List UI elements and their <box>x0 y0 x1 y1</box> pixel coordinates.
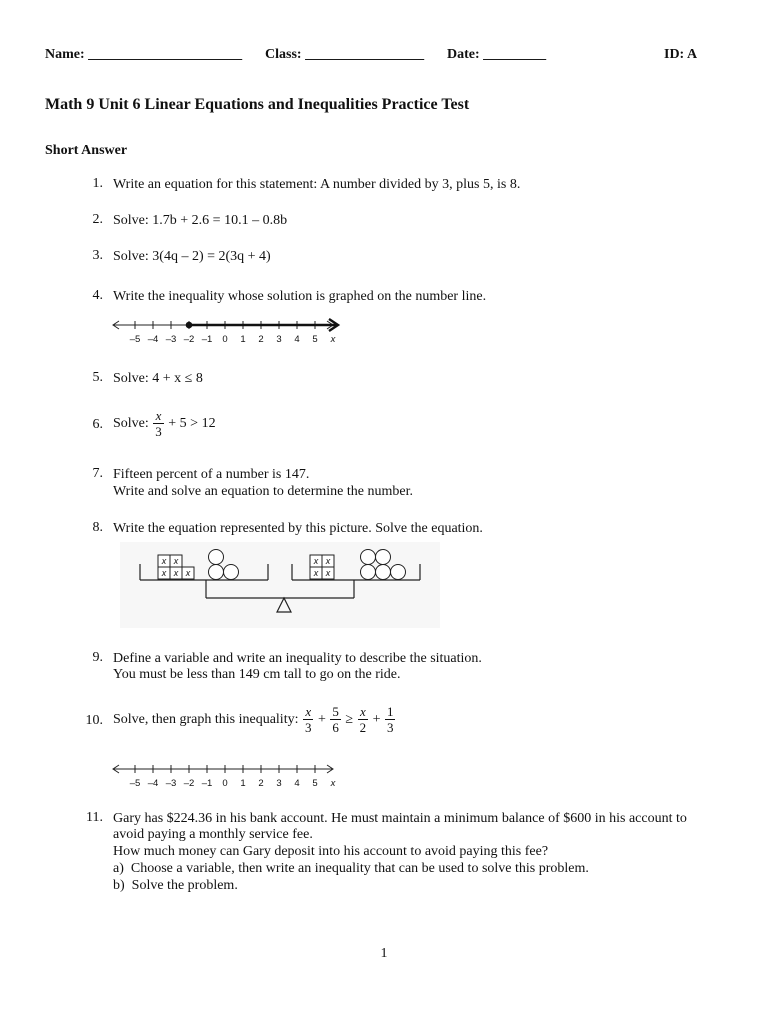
q9-number: 9. <box>92 650 103 665</box>
tick-label: 5 <box>312 334 318 345</box>
q11-line1: Gary has $224.36 in his bank account. He must maintain a minimum balance of $600 in his account to <box>113 811 687 826</box>
q8-text: Write the equation represented by this picture. Solve the equation. <box>113 521 483 536</box>
q10-fraction-4: $\frac{1}{3}$ <box>386 704 394 736</box>
q11-line3: How much money can Gary deposit into his account to avoid paying this fee? <box>113 844 549 859</box>
x-tile-label: x <box>161 568 167 578</box>
tick-label: –2 <box>183 334 195 345</box>
unit-circle <box>361 565 376 580</box>
date-label: Date: <box>447 47 480 62</box>
tick-label: –1 <box>201 778 213 789</box>
tick-label: –4 <box>147 334 159 345</box>
tick-label: 5 <box>312 778 318 789</box>
unit-circle <box>391 565 406 580</box>
section-heading: Short Answer <box>45 143 128 158</box>
tick-label: –3 <box>165 334 177 345</box>
q6-fraction: $\frac{x}{3}$ <box>155 408 162 440</box>
name-field <box>45 47 242 63</box>
q11-b-label: b) <box>113 878 125 893</box>
name-label: Name: <box>45 47 85 62</box>
unit-circle <box>224 565 239 580</box>
q9-line2: You must be less than 149 cm tall to go on the ride. <box>113 667 401 682</box>
q4-number-line <box>105 313 355 347</box>
q1-text: Write an equation for this statement: A number divided by 3, plus 5, is 8. <box>113 177 521 192</box>
axis-variable-label: x <box>330 334 336 345</box>
tick-label: 4 <box>294 778 300 789</box>
q11-part-a <box>113 860 589 877</box>
x-tile-label: x <box>161 556 167 566</box>
q11-number: 11. <box>86 810 103 825</box>
q10-op-1: + <box>317 712 326 727</box>
tick-label: 0 <box>222 334 228 345</box>
date-blank: _________ <box>483 47 547 62</box>
q6-text <box>113 404 216 444</box>
q7-line1: Fifteen percent of a number is 147. <box>113 467 310 482</box>
q10-fraction-3: $\frac{x}{2}$ <box>359 704 367 736</box>
tick-label: –4 <box>147 778 159 789</box>
q4-text: Write the inequality whose solution is graphed on the number line. <box>113 289 487 304</box>
unit-circle <box>376 565 391 580</box>
balance-scale-diagram <box>120 542 440 628</box>
id-label: ID: A <box>664 47 698 62</box>
q11-b-text: Solve the problem. <box>131 878 238 893</box>
page-number: 1 <box>380 946 388 961</box>
tick-label: 0 <box>222 778 228 789</box>
q10-fraction-2: $\frac{5}{6}$ <box>332 704 339 736</box>
q11-line2: avoid paying a monthly service fee. <box>113 827 313 842</box>
q3-text: Solve: 3(4q – 2) = 2(3q + 4) <box>113 249 271 264</box>
class-label: Class: <box>265 47 302 62</box>
tick-label: 3 <box>276 778 282 789</box>
tick-label: –3 <box>165 778 177 789</box>
closed-point <box>186 322 193 329</box>
q11-a-text: Choose a variable, then write an inequality that can be used to solve this problem. <box>130 861 589 876</box>
tick-label: –2 <box>183 778 195 789</box>
q8-number: 8. <box>92 520 103 535</box>
q3-number: 3. <box>92 248 103 263</box>
q10-text <box>113 700 396 740</box>
q1-number: 1. <box>92 176 103 191</box>
name-blank: ______________________ <box>88 47 243 62</box>
unit-circle <box>209 565 224 580</box>
page-title: Math 9 Unit 6 Linear Equations and Inequalities Practice Test <box>45 96 470 113</box>
date-field <box>447 47 546 63</box>
class-field <box>265 47 424 63</box>
q10-number-line <box>105 757 355 791</box>
tick-label: –5 <box>129 334 141 345</box>
q10-prefix: Solve, then graph this inequality: <box>113 712 299 727</box>
tick-label: 2 <box>258 334 264 345</box>
x-tile-label: x <box>173 568 179 578</box>
x-tile-label: x <box>313 568 319 578</box>
class-blank: _________________ <box>305 47 425 62</box>
q6-number: 6. <box>92 417 103 432</box>
q7-number: 7. <box>92 466 103 481</box>
q6-rest: + 5 > 12 <box>168 416 216 431</box>
tick-label: 1 <box>240 334 246 345</box>
axis-variable-label: x <box>330 778 336 789</box>
q11-a-label: a) <box>113 861 124 876</box>
q4-number: 4. <box>92 288 103 303</box>
q2-text: Solve: 1.7b + 2.6 = 10.1 – 0.8b <box>113 213 288 228</box>
q10-fraction-1: $\frac{x}{3}$ <box>304 704 312 736</box>
tick-label: 1 <box>240 778 246 789</box>
unit-circle <box>361 550 376 565</box>
unit-circle <box>376 550 391 565</box>
q5-number: 5. <box>92 370 103 385</box>
q5-text: Solve: 4 + x ≤ 8 <box>113 371 203 386</box>
x-tile-label: x <box>325 568 331 578</box>
tick-label: –1 <box>201 334 213 345</box>
x-tile-label: x <box>173 556 179 566</box>
tick-label: 4 <box>294 334 300 345</box>
q6-prefix: Solve: <box>113 416 149 431</box>
tick-label: 2 <box>258 778 264 789</box>
q10-op-2: ≥ <box>345 712 354 727</box>
q2-number: 2. <box>92 212 103 227</box>
q7-line2: Write and solve an equation to determine the number. <box>113 484 413 499</box>
x-tile-label: x <box>313 556 319 566</box>
q11-part-b <box>113 877 238 894</box>
tick-label: –5 <box>129 778 141 789</box>
unit-circle <box>209 550 224 565</box>
x-tile-label: x <box>185 568 191 578</box>
x-tile-label: x <box>325 556 331 566</box>
q10-op-3: + <box>372 712 381 727</box>
q9-line1: Define a variable and write an inequality to describe the situation. <box>113 651 482 666</box>
q10-number: 10. <box>85 713 103 728</box>
tick-label: 3 <box>276 334 282 345</box>
